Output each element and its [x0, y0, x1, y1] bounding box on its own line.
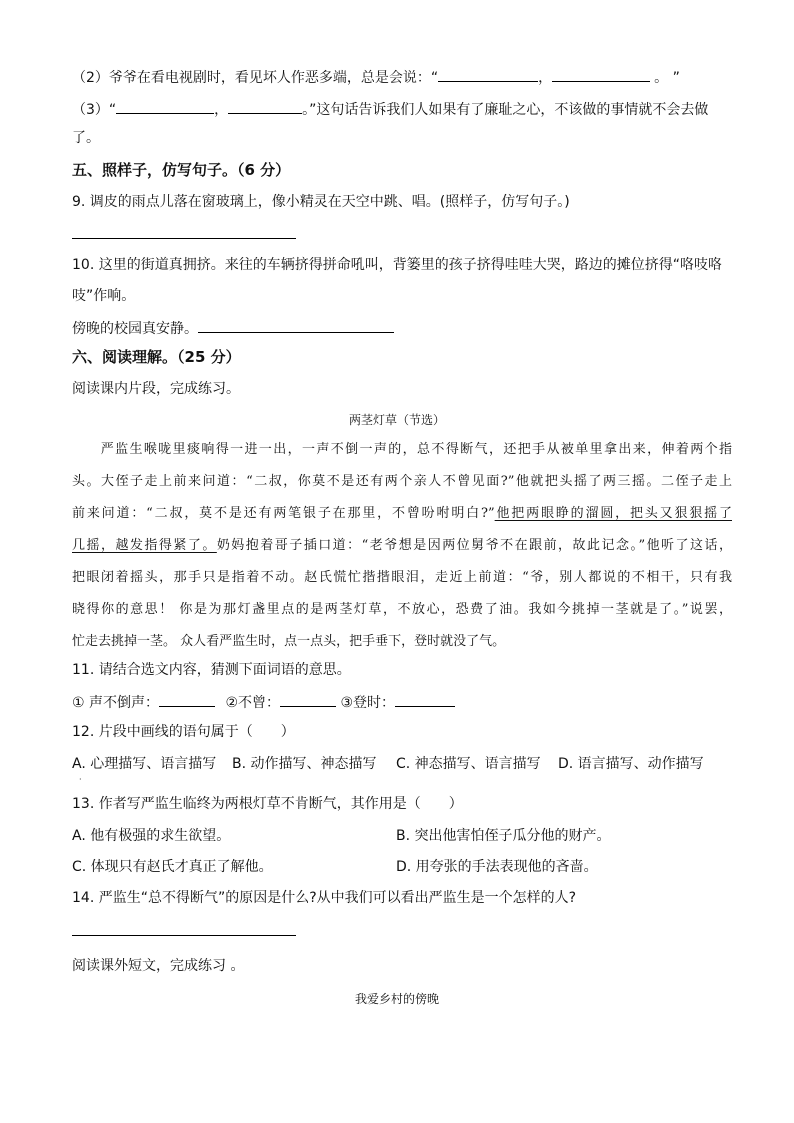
passage-line-4-plain: 奶妈抱着哥子插口道：“老爷想是因两位舅爷不在跟前，故此记念。”他听了这话， [216, 538, 732, 553]
q10-line2: 吱”作响。 [72, 288, 136, 304]
passage-underlined-2: 几摇，越发指得紧了。 [72, 538, 217, 553]
q12-option-b[interactable]: B. 动作描写、神态描写 [232, 756, 377, 772]
passage-line-3-plain: 前来问道：“二叔，莫不是还有两笔银子在那里，不曾吩咐明白?” [72, 506, 495, 521]
q8-blank-1[interactable] [438, 66, 538, 82]
q12-option-d[interactable]: D. 语言描写、动作描写 [558, 756, 704, 772]
q8-blank-3[interactable] [116, 98, 214, 114]
q8-line2-sep: ， [538, 70, 553, 86]
q9-text: 9. 调皮的雨点儿落在窗玻璃上，像小精灵在天空中跳、唱。(照样子，仿写句子。) [72, 194, 570, 210]
q11-word-2: ②不曾： [225, 695, 281, 711]
q8-blank-2[interactable] [552, 66, 650, 82]
q13-option-c[interactable]: C. 体现只有赵氏才真正了解他。 [72, 859, 273, 875]
q8-line3-after: 。”这句话告诉我们人如果有了廉耻之心，不该做的事情就不会去做 [302, 102, 709, 118]
section6-heading: 六、阅读理解。（25 分） [72, 348, 241, 366]
q8-line2-text: （2）爷爷在看电视剧时，看见坏人作恶多端，总是会说：“ [72, 70, 439, 86]
q11-blanks [72, 691, 734, 713]
q10-prompt-line [72, 317, 734, 339]
passage-title: 两茎灯草（节选） [348, 413, 445, 427]
q12-option-c[interactable]: C. 神态描写、语言描写 [396, 756, 541, 772]
q8-blank-4[interactable] [228, 98, 302, 114]
q11-text: 11. 请结合选文内容，猜测下面词语的意思。 [72, 662, 351, 678]
passage-line-2: 头。大侄子走上前来问道：“二叔，你莫不是还有两个亲人不曾见面?”他就把头摇了两三摇。二侄子走上 [72, 474, 732, 489]
q13-option-d[interactable]: D. 用夸张的手法表现他的吝啬。 [396, 859, 598, 875]
passage-line-4 [72, 530, 732, 562]
q13-text: 13. 作者写严监生临终为两根灯草不肯断气，其作用是（ ） [72, 796, 463, 812]
passage-line-5: 把眼闭着摇头，那手只是指着不动。赵氏慌忙揩揩眼泪，走近上前道：“爷，别人都说的不相干，只有我 [72, 570, 732, 585]
q8-line3-sep: ， [214, 102, 229, 118]
q11-blank-3[interactable] [395, 691, 455, 707]
q10-prompt: 傍晚的校园真安静。 [72, 321, 198, 337]
passage [72, 434, 732, 658]
stray-dot: · [79, 775, 82, 784]
q11-word-1: ① 声不倒声： [72, 695, 160, 711]
passage-line-6: 晓得你的意思！ 你是为那灯盏里点的是两茎灯草，不放心，恐费了油。我如今挑掉一茎就是了。”说罢， [72, 602, 732, 617]
passage2-title: 我爱乡村的傍晚 [354, 992, 439, 1006]
q9-answer-line[interactable] [72, 238, 296, 239]
q11-word-3: ③登时： [340, 695, 396, 711]
q8-line3-text: （3）“ [72, 102, 117, 118]
q12-text: 12. 片段中画线的语句属于（ ） [72, 724, 295, 740]
q8-line2-end: 。 ” [654, 70, 680, 86]
q13-option-a[interactable]: A. 他有极强的求生欲望。 [72, 828, 231, 844]
q8-line2 [72, 66, 734, 88]
q11-blank-2[interactable] [280, 691, 336, 707]
q8-line3b: 了。 [72, 130, 100, 146]
passage-line-3 [72, 498, 732, 530]
q8-line3 [72, 98, 734, 120]
q10-answer-blank[interactable] [198, 317, 394, 333]
q12-option-a[interactable]: A. 心理描写、语言描写 [72, 756, 217, 772]
q14-answer-line[interactable] [72, 935, 296, 936]
q10-line1: 10. 这里的街道真拥挤。来往的车辆挤得拼命吼叫，背篓里的孩子挤得哇哇大哭，路边的摊位挤得“咯吱咯 [72, 257, 722, 273]
passage-line-1: 严监生喉咙里痰响得一进一出，一声不倒一声的，总不得断气，还把手从被单里拿出来，伸着两个指 [72, 442, 732, 457]
passage-underlined-1: 他把两眼睁的溜圆，把头又狠狠摇了 [494, 506, 732, 521]
q13-option-b[interactable]: B. 突出他害怕侄子瓜分他的财产。 [396, 828, 611, 844]
q11-blank-1[interactable] [159, 691, 215, 707]
q14-text: 14. 严监生“总不得断气”的原因是什么?从中我们可以看出严监生是一个怎样的人? [72, 890, 577, 906]
section5-heading: 五、照样子，仿写句子。（6 分） [72, 161, 291, 179]
section6-intro: 阅读课内片段，完成练习。 [72, 381, 240, 397]
passage-line-7: 忙走去挑掉一茎。 众人看严监生时，点一点头，把手垂下，登时就没了气。 [72, 634, 506, 649]
section6-intro2: 阅读课外短文，完成练习 。 [72, 958, 245, 974]
